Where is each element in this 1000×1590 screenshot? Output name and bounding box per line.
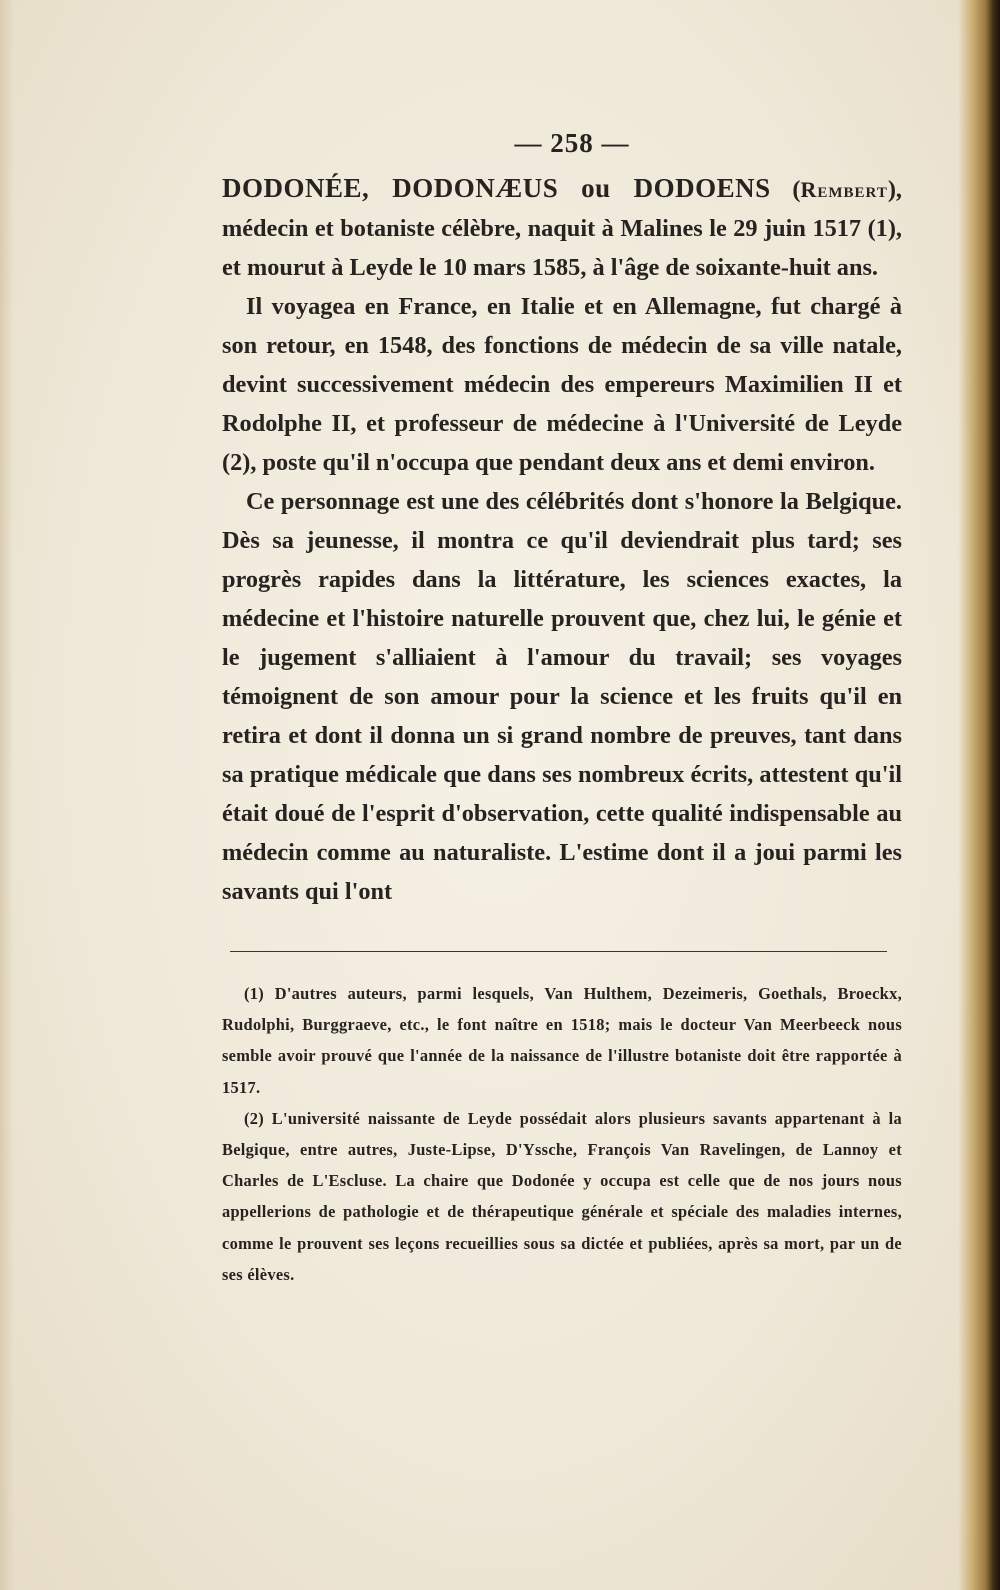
entry-first-name: Rembert — [800, 177, 888, 202]
entry-names: DODONÉE, DODONÆUS ou DODOENS — [222, 173, 771, 203]
footnote-1: (1) D'autres auteurs, parmi lesquels, Van Hulthem, Dezeimeris, Goethals, Broeckx, Rudolphi, Burggraeve, etc., le font naître en 1518; mais le docteur Van Meerbeeck nous semble avoir prouvé que l'année de la naissance de l'illustre botaniste doit être rapportée à 1517. — [222, 984, 902, 1097]
paragraph-2: Il voyagea en France, en Italie et en Allemagne, fut chargé à son retour, en 1548, des fonctions de médecin de sa ville natale, devint successivement médecin des empereurs Maximilien II et Rodolphe II, et professeur de médecine à l'Université de Leyde (2), poste qu'il n'occupa que pendant deux ans et demi environ. — [222, 293, 902, 476]
page-content — [222, 128, 902, 1290]
page-number: — 258 — — [514, 128, 630, 158]
paragraph-3: Ce personnage est une des célébrités dont s'honore la Belgique. Dès sa jeunesse, il montra ce qu'il deviendrait plus tard; ses progrès rapides dans la littérature, les sciences exactes, la médecine et l'histoire naturelle prouvent que, chez lui, le génie et le jugement s'alliaient à l'amour du travail; ses voyages témoignent de son amour pour la science et les fruits qu'il en retira et dont il donna un si grand nombre de preuves, tant dans sa pratique médicale que dans ses nombreux écrits, attestent qu'il était doué de l'esprit d'observation, cette qualité indispensable au médecin comme au naturaliste. L'estime dont il a joui parmi les savants qui l'ont — [222, 488, 902, 905]
paragraph-1: DODONÉE, DODONÆUS ou DODOENS (Rembert), médecin et botaniste célèbre, naquit à Malines le 29 juin 1517 (1), et mourut à Leyde le 10 mars 1585, à l'âge de soixante-huit ans. — [222, 173, 902, 281]
paragraph-1-text: médecin et botaniste célèbre, naquit à Malines le 29 juin 1517 (1), et mourut à Leyde le 10 mars 1585, à l'âge de soixante-huit ans. — [222, 215, 902, 281]
footnote-2: (2) L'université naissante de Leyde possédait alors plusieurs savants appartenant à la Belgique, entre autres, Juste-Lipse, D'Yssche, François Van Ravelingen, de Lannoy et Charles de L'Escluse. La chaire que Dodonée y occupa est celle que de nos jours nous appellerions de pathologie et de thérapeutique générale et spéciale des maladies internes, comme le prouvent ses leçons recueillies sous sa dictée et publiées, après sa mort, par un de ses élèves. — [222, 1108, 902, 1284]
book-spine-shadow — [958, 0, 1000, 1590]
footnotes — [222, 978, 902, 1290]
body-text — [222, 169, 902, 911]
footnote-separator — [230, 951, 887, 952]
page-left-edge — [0, 0, 14, 1590]
